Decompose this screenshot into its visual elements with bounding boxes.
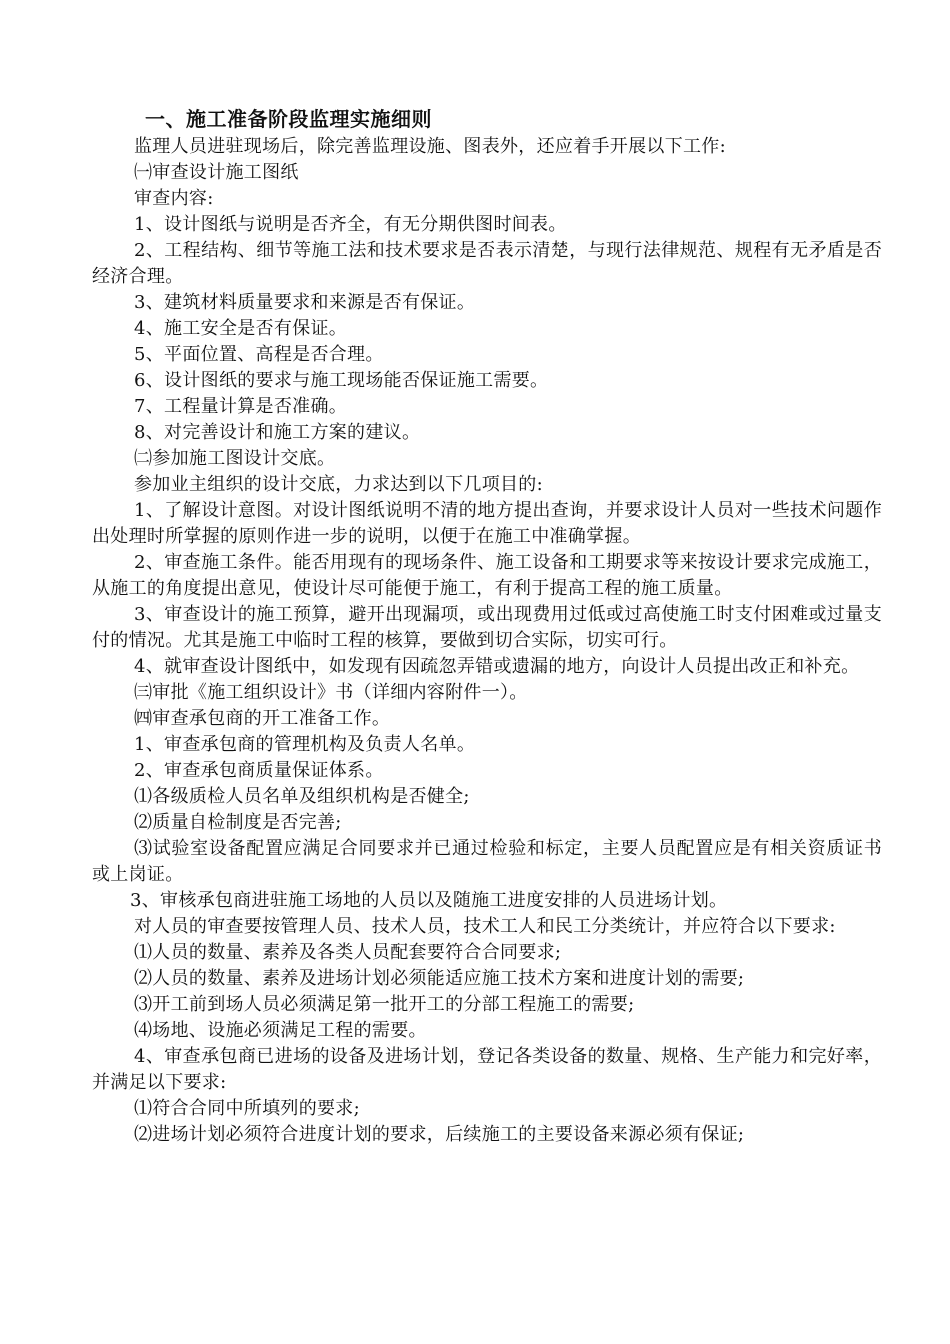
list-item: 2、工程结构、细节等施工法和技术要求是否表示清楚，与现行法律规范、规程有无矛盾是否经济合理。: [92, 240, 882, 287]
list-item: 1、审查承包商的管理机构及负责人名单。: [134, 734, 476, 755]
sub-list-item: ⑵人员的数量、素养及进场计划必须能适应施工技术方案和进度计划的需要;: [134, 968, 745, 989]
document-page: [92, 104, 882, 1148]
sub-list-item: ⑵质量自检制度是否完善;: [134, 812, 342, 833]
section-heading: ㈣审查承包商的开工准备工作。: [134, 708, 391, 729]
sub-list-item: ⑴符合合同中所填列的要求;: [134, 1098, 360, 1119]
paragraph: 参加业主组织的设计交底，力求达到以下几项目的:: [134, 474, 543, 495]
list-item: 8、对完善设计和施工方案的建议。: [134, 422, 421, 443]
list-item: 3、审查设计的施工预算，避开出现漏项，或出现费用过低或过高使施工时支付困难或过量支付的情况。尤其是施工中临时工程的核算，要做到切合实际，切实可行。: [92, 604, 882, 651]
paragraph: 监理人员进驻现场后，除完善监理设施、图表外，还应着手开展以下工作:: [134, 136, 726, 157]
section-heading: ㈢审批《施工组织设计》书（详细内容附件一）。: [134, 682, 528, 703]
section-heading: ㈠审查设计施工图纸: [134, 162, 299, 183]
sub-list-item: ⑴人员的数量、素养及各类人员配套要符合合同要求;: [134, 942, 562, 963]
section-heading: ㈡参加施工图设计交底。: [134, 448, 336, 469]
paragraph: 对人员的审查要按管理人员、技术人员，技术工人和民工分类统计，并应符合以下要求:: [134, 916, 836, 937]
list-item: 6、设计图纸的要求与施工现场能否保证施工需要。: [134, 370, 549, 391]
list-item: 4、施工安全是否有保证。: [134, 318, 348, 339]
paragraph: 审查内容:: [134, 188, 214, 209]
sub-list-item: ⑵进场计划必须符合进度计划的要求，后续施工的主要设备来源必须有保证;: [134, 1124, 745, 1145]
document-title: 一、施工准备阶段监理实施细则: [145, 107, 432, 131]
list-item: 2、审查承包商质量保证体系。: [134, 760, 384, 781]
list-item: 4、审查承包商已进场的设备及进场计划，登记各类设备的数量、规格、生产能力和完好率，并满足以下要求:: [92, 1046, 882, 1093]
list-item: 1、了解设计意图。对设计图纸说明不清的地方提出查询，并要求设计人员对一些技术问题作出处理时所掌握的原则作进一步的说明，以便于在施工中准确掌握。: [92, 500, 882, 547]
list-item: 1、设计图纸与说明是否齐全，有无分期供图时间表。: [134, 214, 567, 235]
list-item: 4、就审查设计图纸中，如发现有因疏忽弄错或遗漏的地方，向设计人员提出改正和补充。: [134, 656, 860, 677]
sub-list-item: ⑶试验室设备配置应满足合同要求并已通过检验和标定，主要人员配置应是有相关资质证书或上岗证。: [92, 838, 882, 885]
sub-list-item: ⑷场地、设施必须满足工程的需要。: [134, 1020, 427, 1041]
sub-list-item: ⑴各级质检人员名单及组织机构是否健全;: [134, 786, 470, 807]
list-item: 2、审查施工条件。能否用现有的现场条件、施工设备和工期要求等来按设计要求完成施工，从施工的角度提出意见，使设计尽可能便于施工，有利于提高工程的施工质量。: [92, 552, 882, 599]
list-item: 5、平面位置、高程是否合理。: [134, 344, 384, 365]
list-item: 3、建筑材料质量要求和来源是否有保证。: [134, 292, 476, 313]
list-item: 3、审核承包商进驻施工场地的人员以及随施工进度安排的人员进场计划。: [130, 890, 728, 911]
sub-list-item: ⑶开工前到场人员必须满足第一批开工的分部工程施工的需要;: [134, 994, 635, 1015]
list-item: 7、工程量计算是否准确。: [134, 396, 348, 417]
